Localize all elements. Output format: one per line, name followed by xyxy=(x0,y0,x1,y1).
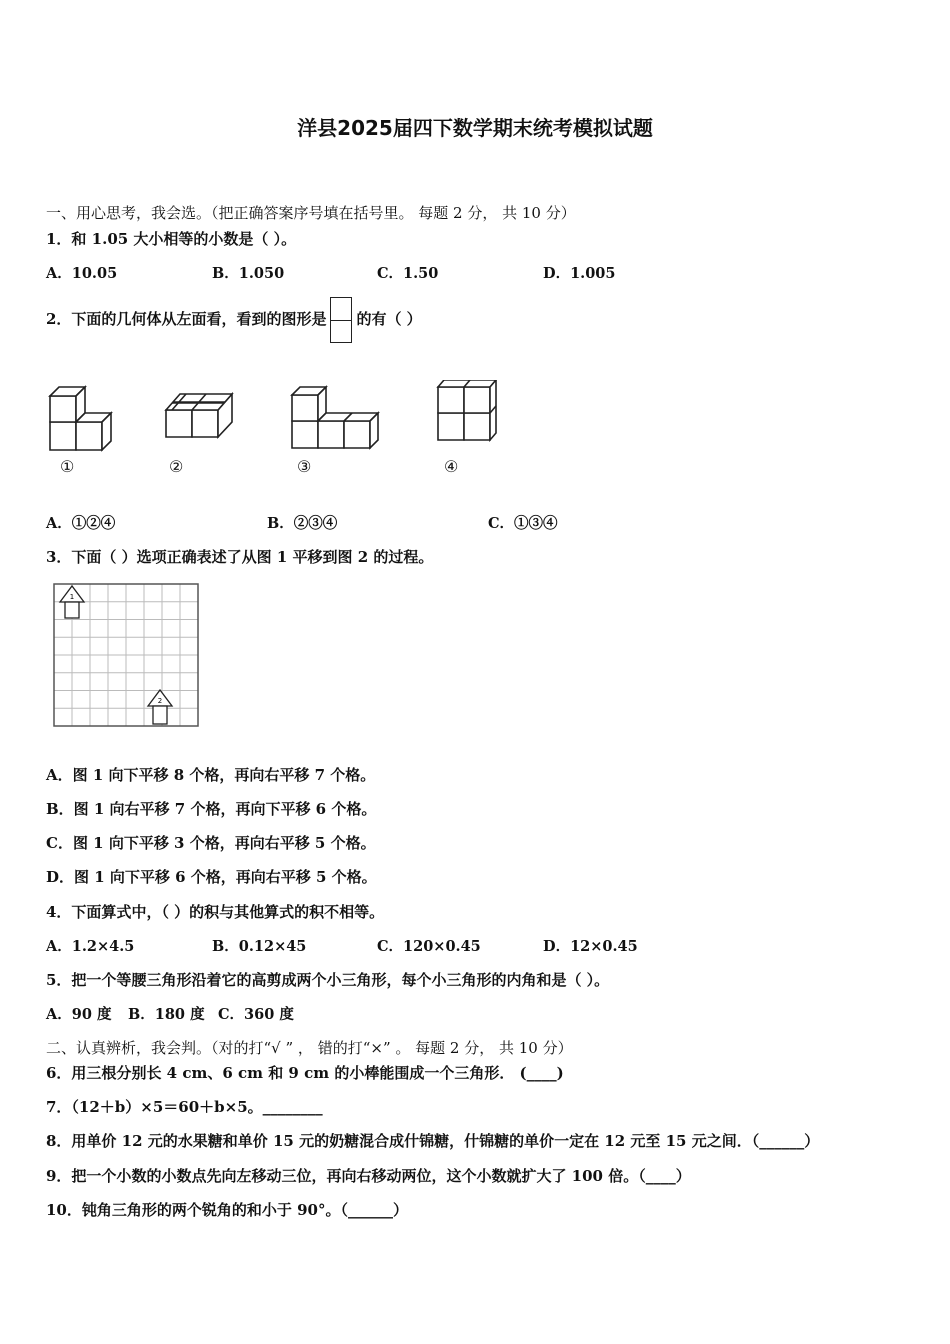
question-8: 8．用单价 12 元的水果糖和单价 15 元的奶糖混合成什锦糖，什锦糖的单价一定在 12 元至 15 元之间．（______） xyxy=(46,1132,820,1150)
question-1: 1．和 1.05 大小相等的小数是（ ）。 xyxy=(46,230,297,248)
q1-option-c: C．1.50 xyxy=(377,265,439,282)
q3-option-b: B．图 1 向右平移 7 个格，再向下平移 6 个格。 xyxy=(46,800,377,818)
q1-option-b: B．1.050 xyxy=(212,265,285,282)
q2-text-before: 2．下面的几何体从左面看，看到的图形是 xyxy=(46,310,327,328)
grid-label-1: 1 xyxy=(69,593,75,601)
solid-label-3: ③ xyxy=(297,457,312,476)
section2-heading: 二、认真辨析，我会判。（对的打“√ ” ， 错的打“×” 。 每题 2 分， 共 10 分） xyxy=(46,1039,573,1057)
q1-option-a: A．10.05 xyxy=(46,265,118,282)
section1-heading: 一、用心思考，我会选。（把正确答案序号填在括号里。 每题 2 分， 共 10 分） xyxy=(46,204,576,222)
solid-label-2: ② xyxy=(169,457,184,476)
q2-option-a: A．①②④ xyxy=(46,515,116,532)
q2-solids-figure xyxy=(46,380,516,455)
q5-option-a: A．90 度 xyxy=(46,1006,112,1023)
q2-option-b: B．②③④ xyxy=(267,515,338,532)
solid-3-icon xyxy=(292,387,378,448)
q4-option-a: A．1.2×4.5 xyxy=(46,938,135,955)
question-7: 7．（12＋b）×5＝60＋b×5。________ xyxy=(46,1098,323,1116)
q3-option-a: A．图 1 向下平移 8 个格，再向右平移 7 个格。 xyxy=(46,766,376,784)
q4-option-b: B．0.12×45 xyxy=(212,938,307,955)
question-10: 10．钝角三角形的两个锐角的和小于 90°。（______） xyxy=(46,1201,408,1219)
solid-label-4: ④ xyxy=(444,457,459,476)
q3-option-c: C．图 1 向下平移 3 个格，再向右平移 5 个格。 xyxy=(46,834,376,852)
q1-option-d: D．1.005 xyxy=(543,265,616,282)
q5-option-c: C．360 度 xyxy=(218,1006,294,1023)
q4-option-d: D．12×0.45 xyxy=(543,938,638,955)
q5-option-b: B．180 度 xyxy=(128,1006,205,1023)
question-9: 9．把一个小数的小数点先向左移动三位，再向右移动两位，这个小数就扩大了 100 倍。（____） xyxy=(46,1167,691,1185)
question-6: 6．用三根分别长 4 cm、6 cm 和 9 cm 的小棒能围成一个三角形． (____) xyxy=(46,1064,564,1082)
solid-1-icon xyxy=(50,387,111,450)
house-figure-1-icon xyxy=(60,586,84,618)
question-4: 4．下面算式中，（ ）的积与其他算式的积不相等。 xyxy=(46,903,385,921)
q3-option-d: D．图 1 向下平移 6 个格，再向右平移 5 个格。 xyxy=(46,868,377,886)
q2-option-c: C．①③④ xyxy=(488,515,558,532)
question-3: 3．下面（ ）选项正确表述了从图 1 平移到图 2 的过程。 xyxy=(46,548,434,566)
q3-grid-figure xyxy=(50,580,202,732)
solid-label-1: ① xyxy=(60,457,75,476)
left-view-shape-icon xyxy=(330,297,352,343)
house-figure-2-icon xyxy=(148,690,172,724)
grid-label-2: 2 xyxy=(157,697,163,705)
solid-4-icon xyxy=(438,380,496,440)
q4-option-c: C．120×0.45 xyxy=(377,938,481,955)
q2-text-after: 的有（ ） xyxy=(356,310,422,328)
solid-2-icon xyxy=(166,394,232,437)
question-5: 5．把一个等腰三角形沿着它的高剪成两个小三角形，每个小三角形的内角和是（ ）。 xyxy=(46,971,610,989)
question-2 xyxy=(46,296,422,343)
page-title: 洋县2025届四下数学期末统考模拟试题 xyxy=(297,116,653,140)
